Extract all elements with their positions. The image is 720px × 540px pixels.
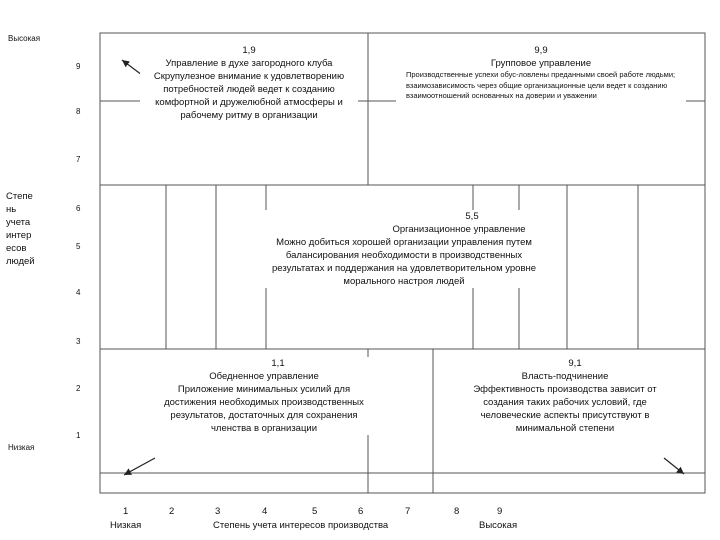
- x-axis-left-label: Низкая: [110, 520, 142, 531]
- x-axis-title: Степень учета интересов производства: [213, 520, 389, 531]
- style-box-9-9: [396, 44, 686, 102]
- x-tick-3: 3: [215, 506, 221, 517]
- x-tick-9: 9: [497, 506, 503, 517]
- style-description: Эффективность производства зависит от создания таких рабочих условий, где человеческие аспекты присутствуют в минимальной степени: [473, 384, 657, 434]
- style-coords: 9,1: [568, 358, 582, 369]
- style-coords-visible: 5,5: [465, 211, 479, 222]
- style-name: Власть-подчинение: [521, 371, 609, 382]
- y-axis-top-label: Высокая: [8, 34, 41, 43]
- x-axis-right-label: Высокая: [479, 520, 518, 531]
- y-tick-3: 3: [76, 337, 81, 346]
- style-box-5-5: [262, 210, 546, 288]
- y-axis-title: Степе нь учета интер есов людей: [6, 191, 35, 267]
- style-box-1-9: [140, 44, 358, 122]
- y-tick-6: 6: [76, 204, 81, 213]
- style-name: Групповое управление: [490, 58, 592, 69]
- style-description: Скрупулезное внимание к удовлетворению потребностей людей ведет к созданию комфортной и дружелюбной атмосферы и рабочему ритму в организации: [153, 71, 345, 121]
- style-description: Приложение минимальных усилий для достижения необходимых производственных результатов, достаточных для сохранения членства в организации: [164, 384, 364, 434]
- style-coords: 9,9: [534, 45, 548, 56]
- x-tick-1: 1: [123, 506, 129, 517]
- y-tick-2: 2: [76, 384, 81, 393]
- style-name: Организационное управление: [392, 224, 526, 235]
- style-coords: 1,9: [242, 45, 256, 56]
- style-name: Управление в духе загородного клуба: [165, 58, 333, 69]
- x-tick-5: 5: [312, 506, 318, 517]
- x-tick-7: 7: [405, 506, 411, 517]
- y-axis-bottom-label: Низкая: [8, 443, 35, 452]
- arrow-bottom-left: [124, 458, 155, 475]
- y-tick-8: 8: [76, 107, 81, 116]
- style-coords: 1,1: [271, 358, 285, 369]
- style-box-9-1: [460, 357, 670, 435]
- y-tick-5: 5: [76, 242, 81, 251]
- x-tick-8: 8: [454, 506, 460, 517]
- arrow-bottom-right: [664, 458, 684, 474]
- style-description: Можно добиться хорошей организации управления путем балансирования необходимости в производственных результатах и поддержания на удовлетворительном уровне морального настроя людей: [271, 237, 537, 287]
- y-tick-4: 4: [76, 288, 81, 297]
- style-box-1-1: [155, 357, 373, 435]
- style-name: Обедненное управление: [209, 371, 319, 382]
- x-tick-4: 4: [262, 506, 268, 517]
- y-tick-9: 9: [76, 62, 81, 71]
- x-tick-2: 2: [169, 506, 175, 517]
- style-description: Производственные успехи обус-ловлены преданными своей работе людьми; взаимозависимость через общие организационные цели ведет к созданию взаимоотношений основанных на доверии и уважении: [406, 70, 676, 100]
- x-tick-6: 6: [358, 506, 364, 517]
- y-tick-7: 7: [76, 155, 81, 164]
- y-tick-1: 1: [76, 431, 81, 440]
